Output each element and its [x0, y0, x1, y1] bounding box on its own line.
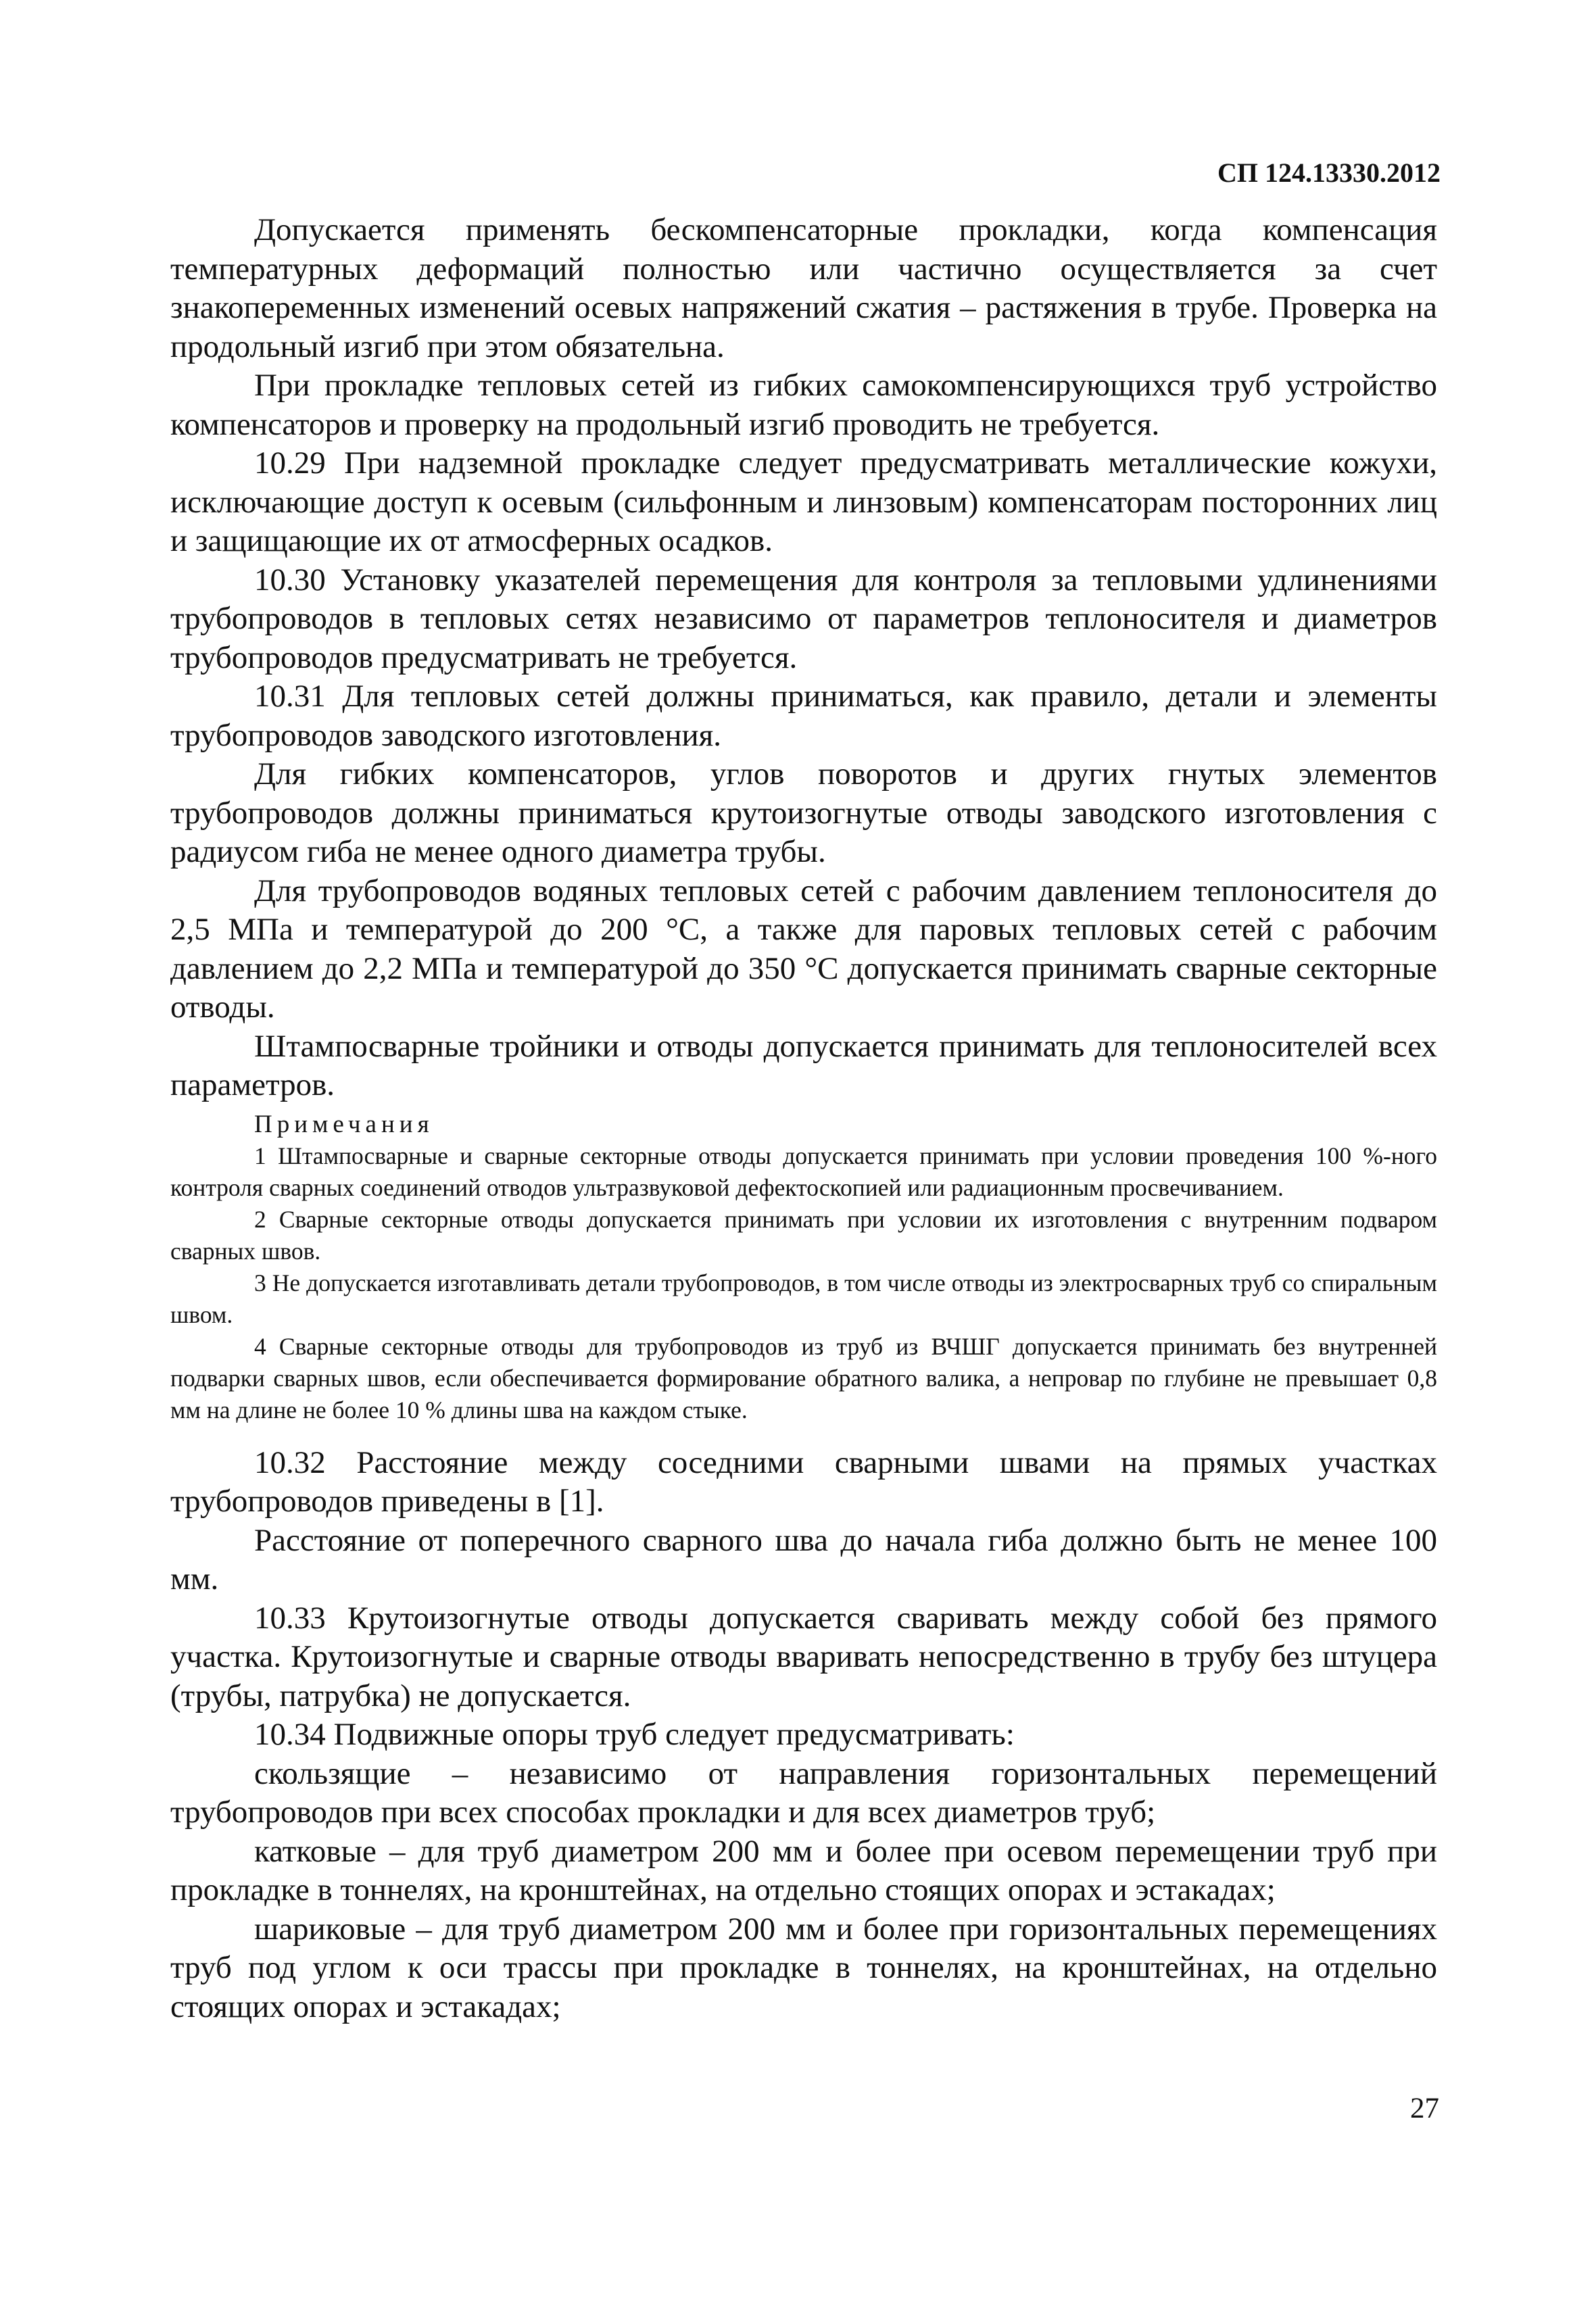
clause-10-31: 10.31 Для тепловых сетей должны приниматься, как правило, детали и элементы трубопроводов заводского изготовления. [170, 679, 1437, 753]
paragraph-bescompensator: Допускается применять бескомпенсаторные прокладки, когда компенсация температурных деформаций полностью или частично осуществляется за счет знакопеременных изменений осевых напряжений сжатия – растяжения в трубе. Проверка на продольный изгиб при этом обязательна. [170, 212, 1437, 364]
notes-title: Примечания [254, 1110, 434, 1138]
section-spacer [170, 1426, 1437, 1444]
clause-10-29: 10.29 При надземной прокладке следует предусматривать металлические кожухи, исключающие доступ к осевым (сильфонным и линзовым) компенсаторам посторонних лиц и защищающие их от атмосферных осадков. [170, 445, 1437, 558]
paragraph-sliding-supports: скользящие – независимо от направления горизонтальных перемещений трубопроводов при всех способах прокладки и для всех диаметров труб; [170, 1755, 1437, 1830]
note-4: 4 Сварные секторные отводы для трубопроводов из труб из ВЧШГ допускается принимать без внутренней подварки сварных швов, если обеспечивается формирование обратного валика, а непровар по глубине не превышает 0,8 мм на длине не более 10 % длины шва на каждом стыке. [170, 1332, 1437, 1423]
paragraph-flexible-pipes: При прокладке тепловых сетей из гибких самокомпенсирующихся труб устройство компенсаторов и проверку на продольный изгиб проводить не требуется. [170, 368, 1437, 442]
paragraph-roller-supports: катковые – для труб диаметром 200 мм и более при осевом перемещении труб при прокладке в тоннелях, на кронштейнах, на отдельно стоящих опорах и эстакадах; [170, 1833, 1437, 1907]
note-3: 3 Не допускается изготавливать детали трубопроводов, в том числе отводы из электросварных труб со спиральным швом. [170, 1269, 1437, 1328]
document-code: СП 124.13330.2012 [1217, 157, 1441, 188]
paragraph-flexible-compensators: Для гибких компенсаторов, углов поворотов и других гнутых элементов трубопроводов должны приниматься крутоизогнутые отводы заводского изготовления с радиусом гиба не менее одного диаметра трубы. [170, 756, 1437, 869]
clause-10-32: 10.32 Расстояние между соседними сварными швами на прямых участках трубопроводов приведены в [1]. [170, 1444, 1437, 1519]
notes-block [170, 1109, 1437, 1426]
paragraph-ball-supports: шариковые – для труб диаметром 200 мм и более при горизонтальных перемещениях труб под углом к оси трассы при прокладке в тоннелях, на кронштейнах, на отдельно стоящих опорах и эстакадах; [170, 1911, 1437, 2024]
paragraph-sector-bends: Для трубопроводов водяных тепловых сетей с рабочим давлением теплоносителя до 2,5 МПа и температурой до 200 °С, а также для паровых тепловых сетей с рабочим давлением до 2,2 МПа и температурой до 350 °С допускается принимать сварные секторные отводы. [170, 873, 1437, 1025]
paragraph-weld-distance: Расстояние от поперечного сварного шва до начала гиба должно быть не менее 100 мм. [170, 1522, 1437, 1597]
document-body [170, 211, 1437, 2026]
clause-10-34: 10.34 Подвижные опоры труб следует предусматривать: [254, 1717, 1015, 1752]
page-number: 27 [1410, 2093, 1439, 2124]
clause-10-33: 10.33 Крутоизогнутые отводы допускается сваривать между собой без прямого участка. Крутоизогнутые и сварные отводы вваривать непосредственно в трубу без штуцера (трубы, патрубка) не допускается. [170, 1600, 1437, 1713]
clause-10-30: 10.30 Установку указателей перемещения для контроля за тепловыми удлинениями трубопроводов в тепловых сетях независимо от параметров теплоносителя и диаметров трубопроводов предусматривать не требуется. [170, 562, 1437, 675]
note-1: 1 Штампосварные и сварные секторные отводы допускается принимать при условии проведения 100 %-ного контроля сварных соединений отводов ультразвуковой дефектоскопией или радиационным просвечиванием. [170, 1142, 1437, 1201]
paragraph-stamp-welded: Штампосварные тройники и отводы допускается принимать для теплоносителей всех параметров. [170, 1028, 1437, 1102]
note-2: 2 Сварные секторные отводы допускается принимать при условии их изготовления с внутренним подваром сварных швов. [170, 1205, 1437, 1265]
